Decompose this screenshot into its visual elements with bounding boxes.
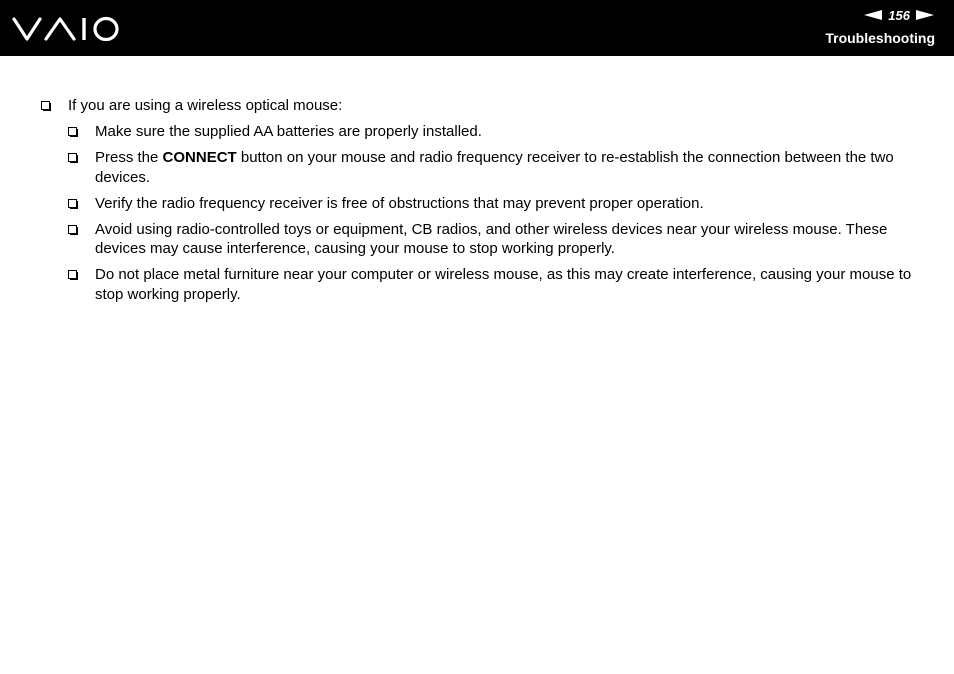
checkbox-bullet-icon <box>68 199 77 208</box>
checkbox-bullet-icon <box>68 225 77 234</box>
list-item-text-post: button on your mouse and radio frequency receiver to re-establish the connection between the two devices. <box>95 149 894 186</box>
list-item <box>0 220 954 259</box>
section-title: Troubleshooting <box>825 30 935 46</box>
checkbox-bullet-icon <box>41 101 50 110</box>
previous-page-arrow-icon[interactable] <box>864 10 882 20</box>
list-item <box>0 148 954 187</box>
list-item <box>0 265 954 304</box>
list-item-text: Avoid using radio-controlled toys or equipment, CB radios, and other wireless devices near your wireless mouse. These devices may cause interference, causing your mouse to stop working properly. <box>95 220 888 257</box>
page-navigator <box>864 7 934 23</box>
main-content <box>0 96 954 304</box>
next-page-arrow-icon[interactable] <box>916 10 934 20</box>
vaio-logo-icon <box>12 14 122 44</box>
checkbox-bullet-icon <box>68 270 77 279</box>
page-header <box>0 0 954 56</box>
checkbox-bullet-icon <box>68 127 77 136</box>
list-item-intro <box>0 96 954 116</box>
connect-button-label: CONNECT <box>162 149 237 166</box>
list-item-text-pre: Press the <box>95 149 163 166</box>
list-item-text: Do not place metal furniture near your computer or wireless mouse, as this may create interference, causing your mouse to stop working properly. <box>95 266 912 303</box>
checkbox-bullet-icon <box>68 153 77 162</box>
list-item <box>0 194 954 214</box>
list-item-text: If you are using a wireless optical mouse: <box>68 97 343 114</box>
page-number: 156 <box>888 7 910 23</box>
list-item-text: Make sure the supplied AA batteries are properly installed. <box>95 123 482 140</box>
list-item <box>0 122 954 142</box>
list-item-text: Verify the radio frequency receiver is free of obstructions that may prevent proper operation. <box>95 194 704 212</box>
